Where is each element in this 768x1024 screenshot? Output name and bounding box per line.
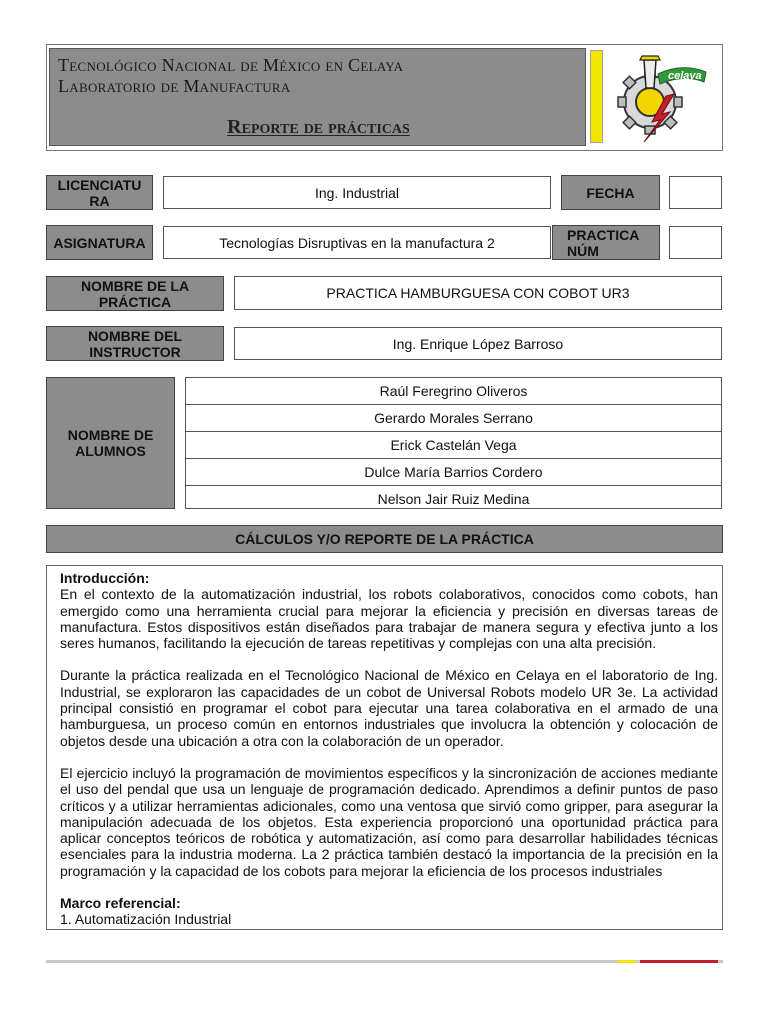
practica-num-label-text: PRACTICA NÚM — [567, 226, 639, 259]
fecha-label: FECHA — [561, 175, 660, 210]
licenciatura-label-text: LICENCIATURA — [57, 176, 142, 209]
logo-text: celaya — [668, 70, 702, 82]
licenciatura-label — [46, 175, 153, 210]
alumno-row[interactable]: Raúl Feregrino Oliveros — [186, 378, 721, 405]
intro-paragraph-2: Durante la práctica realizada en el Tecnológico Nacional de México en Celaya en el laboratorio de Ing. Industrial, se exploraron las capacidades de un cobot de Universal Robots modelo UR 3e. La actividad principal consistió en programar el cobot para ejecutar una tarea colaborativa en el armado de una hamburguesa, un proceso común en entornos industriales que involucra la obtención y colocación de objetos desde una ubicación a otra con la colaboración de un operador. — [60, 667, 718, 749]
intro-paragraph-1: En el contexto de la automatización industrial, los robots colaborativos, conocidos como cobots, han emergido como una herramienta crucial para mejorar la eficiencia y precisión en diversas tareas de manufactura. Estos dispositivos están diseñados para trabajar de manera segura y efectiva junto a los seres humanos, facilitando la ejecución de tareas repetitivas y complejas con una alta precisión. — [60, 586, 718, 652]
alumno-row[interactable]: Gerardo Morales Serrano — [186, 405, 721, 432]
logo-graphic — [608, 48, 718, 146]
alumno-row[interactable]: Dulce María Barrios Cordero — [186, 459, 721, 486]
alumnos-list — [185, 377, 722, 509]
intro-heading: Introducción: — [60, 570, 150, 586]
institution-name: Tecnológico Nacional de México en Celaya — [58, 55, 404, 75]
alumnos-label — [46, 377, 175, 509]
intro-paragraph-3: El ejercicio incluyó la programación de movimientos específicos y la sincronización de acciones mediante el uso del pendal que usa un lenguaje de programación dedicado. Aprendimos a definir puntos de paso críticos y a utilizar herramientas adicionales, como una ventosa que sirvió como gripper, para asegurar la manipulación adecuada de los objetos. Esta experiencia proporcionó una oportunidad práctica para aplicar conceptos teóricos de robótica y automatización, así como para desarrollar habilidades técnicas esenciales para la industria moderna. La 2 práctica también destacó la importancia de la precisión en la programación y la capacidad de los cobots para mejorar la eficiencia de los procesos industriales — [60, 764, 718, 879]
licenciatura-field[interactable]: Ing. Industrial — [163, 176, 551, 209]
asignatura-label: ASIGNATURA — [46, 225, 153, 260]
alumno-row[interactable]: Erick Castelán Vega — [186, 432, 721, 459]
fecha-field[interactable] — [669, 176, 722, 209]
report-title: Reporte de prácticas — [227, 116, 410, 138]
instructor-field[interactable]: Ing. Enrique López Barroso — [234, 327, 722, 360]
celaya-logo — [608, 48, 718, 146]
header-yellow-bar — [590, 50, 603, 143]
report-content — [46, 565, 723, 930]
header-title-panel — [49, 48, 586, 146]
footer-red-accent — [640, 960, 718, 963]
alumnos-label-text: NOMBRE DE ALUMNOS — [67, 427, 154, 459]
alumno-row[interactable]: Nelson Jair Ruiz Medina — [377, 490, 530, 507]
practica-num-label — [552, 225, 660, 260]
practica-num-field[interactable] — [669, 226, 722, 259]
marco-item-1: 1. Automatización Industrial — [60, 911, 232, 928]
asignatura-field[interactable]: Tecnologías Disruptivas en la manufactura 2 — [163, 226, 551, 259]
marco-heading: Marco referencial: — [60, 895, 181, 912]
laboratory-name: Laboratorio de Manufactura — [58, 76, 291, 96]
footer-yellow-accent — [618, 960, 636, 963]
nombre-practica-label-text: NOMBRE DE LA PRÁCTICA — [80, 277, 190, 310]
nombre-practica-label — [46, 276, 224, 311]
section-title: CÁLCULOS Y/O REPORTE DE LA PRÁCTICA — [46, 525, 723, 553]
instructor-label-text: NOMBRE DEL INSTRUCTOR — [87, 327, 183, 360]
instructor-label — [46, 326, 224, 361]
nombre-practica-field[interactable]: PRACTICA HAMBURGUESA CON COBOT UR3 — [234, 276, 722, 310]
